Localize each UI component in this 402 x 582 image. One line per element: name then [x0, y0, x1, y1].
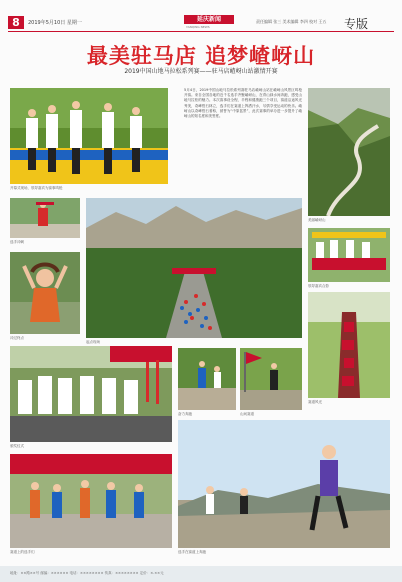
editors-line: 责任编辑 张三 美术编辑 李四 校对 王五	[256, 19, 327, 24]
photo-banner-group	[308, 228, 390, 282]
caption-start-area: 起点现场	[86, 340, 100, 344]
caption-flag-hill: 赛道风光	[308, 400, 322, 404]
page-number: 8	[8, 16, 24, 29]
photo-runners-trail	[178, 348, 236, 410]
photo-opening-ceremony	[10, 88, 168, 184]
photo-flag-runners	[240, 348, 302, 410]
photo-woman-runner	[10, 252, 80, 334]
photo-ridge-runners	[178, 420, 390, 548]
footer-text: 地址：××路××号 邮编：×××××× 电话：×××××××× 传真：×××××××× 定价：×.××元	[10, 571, 164, 575]
header-rule	[8, 31, 394, 32]
caption-marathon-bridge: 赛道上的选手们	[10, 550, 35, 554]
photo-runner-sprint	[10, 198, 80, 238]
page-header	[0, 0, 402, 31]
article-body: 5月4日，2019中国山地马拉松系列赛驻马店嵖岈山站在嵖岈山风景区鸣枪开赛。来自全国各地的近千名选手齐聚嵖岈山，在青山绿水间奔跑，感受山地马拉松的魅力。本次赛事设全程、半程和健康跑三个项目，赛道沿途风光秀美，奇峰怪石林立，选手们在赛道上挥洒汗水，尽情享受运动的快乐。嵖岈山以奇峰怪石著称，被誉为“中原盆景”，此次赛事的举办进一步提升了嵖岈山的知名度和美誉度。	[184, 88, 302, 119]
caption-mountain-road: 美丽嵖岈山	[308, 218, 326, 222]
caption-opening-ceremony: 开幕式现场，领导嘉宾为赛事鸣枪	[10, 186, 63, 190]
page-footer	[0, 566, 402, 582]
photo-start-area	[86, 198, 302, 338]
caption-woman-runner: 冲过终点	[10, 336, 24, 340]
article-title: 最美驻马店 追梦嵖岈山	[86, 44, 316, 68]
photo-officials-group	[10, 346, 172, 442]
caption-flag-runners: 山间赛道	[240, 412, 254, 416]
article-subtitle: 2019中国山地马拉松系列赛——驻马店嵖岈山站激情开赛	[124, 68, 278, 75]
caption-ridge-runners: 选手在赛道上奔跑	[178, 550, 206, 554]
photo-flag-hill	[308, 292, 390, 398]
photo-marathon-bridge	[10, 454, 172, 548]
caption-runners-trail: 奋力奔跑	[178, 412, 192, 416]
caption-banner-group: 领导嘉宾合影	[308, 284, 329, 288]
caption-officials-group: 颁奖仪式	[10, 444, 24, 448]
date-line: 2019年5月10日 星期一	[28, 20, 82, 26]
caption-runner-sprint: 选手冲刺	[10, 240, 24, 244]
paper-logo: 延庆新闻	[184, 15, 234, 24]
paper-english-name: YANQING NEWS	[186, 25, 210, 29]
photo-mountain-road	[308, 88, 390, 216]
section-label: 专版	[343, 17, 368, 31]
